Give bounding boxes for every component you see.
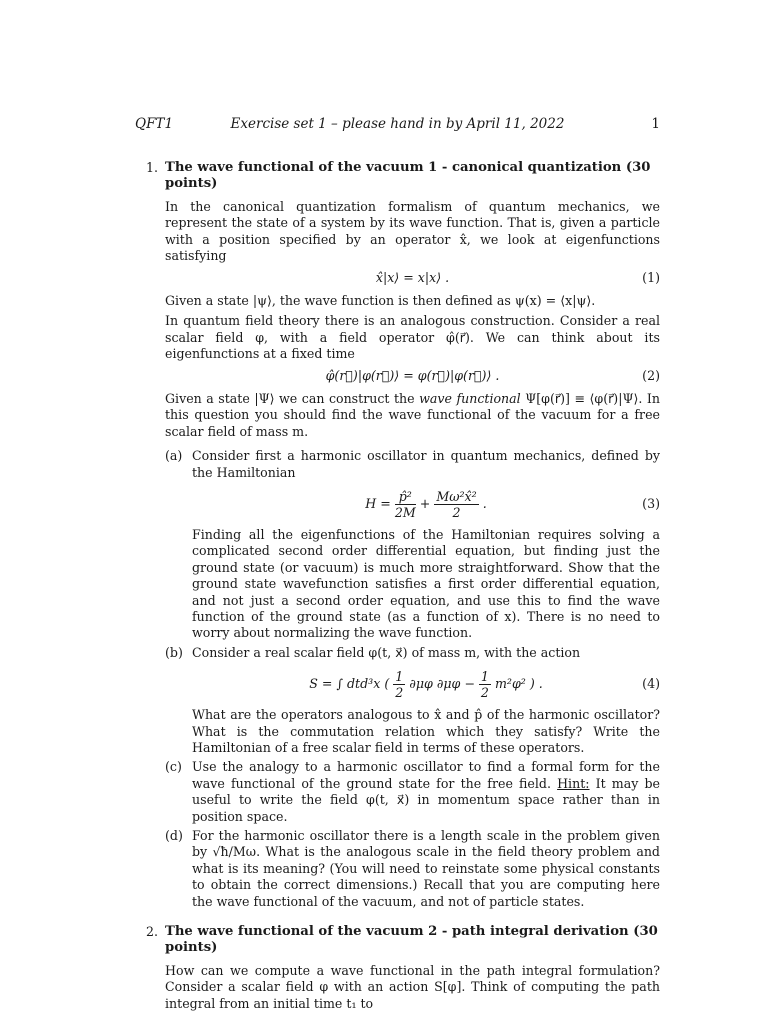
equation-end: . [482, 495, 487, 511]
subquestion-label: (b) [165, 644, 183, 660]
question-number: 1. [146, 160, 159, 175]
question-number: 2. [146, 924, 159, 940]
course-label: QFT1 [135, 116, 174, 132]
equation-number: (2) [642, 368, 660, 384]
equation-part: S = ∫ dtd³x ( [309, 676, 390, 692]
text-span: Given a state |Ψ⟩ we can construct the [165, 390, 420, 406]
paragraph: What are the operators analogous to x̂ and p̂ of the harmonic oscillator? What is the commutation relation which they satisfy? Write the Hamiltonian of a free scalar field in terms of these operators. [192, 707, 660, 755]
paragraph: Consider first a harmonic oscillator in quantum mechanics, defined by the Hamiltonian [192, 448, 660, 480]
equation-number: (1) [642, 270, 660, 286]
hint-label: Hint: [557, 775, 590, 791]
denominator: 2 [452, 504, 461, 520]
fraction [434, 489, 478, 520]
text-span: Ψ[φ(r⃗)] ≡ ⟨φ(r⃗)|Ψ⟩. In this question you should find the wave functional of the vacuum for a free scalar field of mass m. [165, 390, 660, 439]
equation-body: x̂|x⟩ = x|x⟩ . [375, 270, 450, 286]
paragraph: How can we compute a wave functional in the path integral formulation? Consider a scalar field φ with an action S[φ]. Think of computing the path integral from an initial time t₁ to [165, 962, 660, 1011]
text-span: It may be useful to write the field φ(t, x⃗) in momentum space rather than in position space. [192, 775, 660, 824]
exercise-content [146, 160, 660, 1012]
question-2 [146, 924, 660, 1012]
numerator: p̂² [395, 489, 416, 505]
subquestion-a [165, 448, 660, 642]
numerator: 1 [395, 669, 404, 685]
denominator: 2M [394, 504, 416, 520]
question-title: The wave functional of the vacuum 2 - path integral derivation (30 points) [165, 924, 658, 956]
equation-3 [192, 487, 660, 521]
equation-number: (4) [642, 676, 660, 692]
question-title: The wave functional of the vacuum 1 - canonical quantization (30 points) [165, 160, 651, 192]
fraction [393, 669, 405, 700]
equation-4 [192, 667, 660, 701]
paragraph [165, 391, 660, 440]
numerator: 1 [480, 669, 489, 685]
paragraph: In the canonical quantization formalism of quantum mechanics, we represent the state of a system by its wave function. That is, given a particle with a position specified by an operator x̂, we look at eigenfunctions satisfying [165, 198, 660, 264]
equation-part: ∂μφ ∂μφ − [409, 676, 475, 692]
paragraph: For the harmonic oscillator there is a length scale in the problem given by √ħ/Mω. What is the analogous scale in the field theory problem and what is its meaning? (You will need to reinstate some physical constants to obtain the correct dimensions.) Recall that you are computing here the wave functional of the vacuum, and not of particle states. [192, 828, 660, 909]
fraction [395, 489, 416, 520]
header-title: Exercise set 1 – please hand in by April 11, 2022 [230, 116, 565, 132]
page-header [135, 116, 660, 136]
equation-2 [165, 368, 660, 384]
subquestion-c [165, 759, 660, 825]
question-1 [146, 160, 660, 910]
paragraph [192, 759, 660, 825]
subquestion-label: (d) [165, 828, 183, 843]
operator: + [419, 495, 431, 511]
equation-body: φ̂(r⃗)|φ(r⃗)⟩ = φ(r⃗)|φ(r⃗)⟩ . [325, 368, 500, 384]
paragraph: Given a state |ψ⟩, the wave function is then defined as ψ(x) = ⟨x|ψ⟩. [165, 292, 596, 308]
equation-number: (3) [642, 495, 660, 511]
subquestion-d [165, 828, 660, 910]
paragraph: Finding all the eigenfunctions of the Hamiltonian requires solving a complicated second order differential equation, but finding just the ground state (or vacuum) is much more straightforward. Show that the ground state wavefunction satisfies a first order differential equation, and not just a second order equation, and use this to find the wave function of the ground state (as a function of x). There is no need to worry about normalizing the wave function. [192, 526, 660, 641]
denominator: 2 [480, 685, 489, 701]
emphasized-term: wave functional [419, 390, 521, 406]
fraction [479, 669, 491, 700]
equation-lhs: H = [365, 495, 391, 511]
denominator: 2 [395, 685, 404, 701]
subquestion-label: (a) [165, 448, 183, 464]
numerator: Mω²x̂² [436, 488, 477, 504]
page-number: 1 [651, 116, 660, 132]
equation-part: m²φ² ) . [494, 676, 543, 692]
text-span: Use the analogy to a harmonic oscillator to find a formal form for the wave functional of the ground state for the free field. [192, 759, 660, 791]
paragraph: In quantum field theory there is an analogous construction. Consider a real scalar field φ, with a field operator φ̂(r⃗). We can think about its eigenfunctions at a fixed time [165, 313, 660, 362]
subquestion-b [165, 645, 660, 757]
equation-1 [165, 270, 660, 286]
subquestion-label: (c) [165, 759, 182, 775]
paragraph: Consider a real scalar field φ(t, x⃗) of mass m, with the action [192, 644, 581, 660]
